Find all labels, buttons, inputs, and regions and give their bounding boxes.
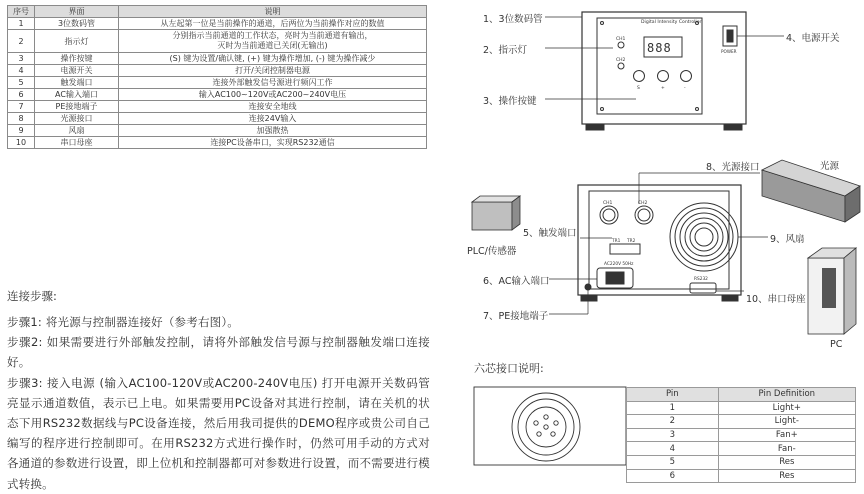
callout-keys: 3、操作按键 xyxy=(483,96,537,107)
callout-pe-ground: 7、PE接地端子 xyxy=(483,311,549,322)
ch2-label: CH2 xyxy=(616,58,626,63)
callout-light-port: 8、光源接口 xyxy=(706,162,760,173)
cell-name: PE接地端子 xyxy=(35,101,119,113)
pc-label: PC xyxy=(830,339,843,350)
table-row xyxy=(627,415,856,429)
cell-desc: 分别指示当前通道的工作状态，亮时为当前通道有输出， 灭时为当前通道已关闭(无输出) xyxy=(119,30,427,53)
foot-icon xyxy=(586,124,604,130)
front-housing xyxy=(582,12,746,124)
cell-name: 风扇 xyxy=(35,125,119,137)
callout-power-switch: 4、电源开关 xyxy=(786,33,840,44)
display-digits: 888 xyxy=(647,41,672,55)
cell-no: 3 xyxy=(8,53,35,65)
rear-view xyxy=(549,173,768,314)
light-source-label: 光源 xyxy=(820,161,840,172)
cell-name: 触发端口 xyxy=(35,77,119,89)
light-source-icon xyxy=(762,160,860,222)
cell-no: 1 xyxy=(8,18,35,30)
cell-pin: 3 xyxy=(627,428,719,442)
table-row xyxy=(627,455,856,469)
cell-pin: 6 xyxy=(627,469,719,483)
rs232-label: RS232 xyxy=(694,277,708,282)
cell-name: 串口母座 xyxy=(35,137,119,149)
cell-def: Res xyxy=(718,469,855,483)
table-row xyxy=(627,428,856,442)
plc-label: PLC/传感器 xyxy=(467,246,517,257)
cell-desc: 连接安全地线 xyxy=(119,101,427,113)
cell-name: 光源接口 xyxy=(35,113,119,125)
rear-ch2-label: CH2 xyxy=(638,201,648,206)
cell-desc: 连接PC设备串口，实现RS232通信 xyxy=(119,137,427,149)
callout-serial: 10、串口母座 xyxy=(746,294,806,305)
table-row xyxy=(627,401,856,415)
col-header-no: 序号 xyxy=(8,6,35,18)
callout-indicator: 2、指示灯 xyxy=(483,45,528,56)
power-label: POWER xyxy=(721,49,737,54)
cell-pin: 5 xyxy=(627,455,719,469)
ac-socket-icon xyxy=(606,272,624,284)
step-2: 步骤2: 如果需要进行外部触发控制，请将外部触发信号源与控制器触发端口连接好。 xyxy=(7,335,430,370)
cell-def: Fan+ xyxy=(718,428,855,442)
cell-desc: 加强散热 xyxy=(119,125,427,137)
panel-title: Digital Intensity Controller xyxy=(641,20,702,25)
cell-desc: 从左起第一位是当前操作的通道，后两位为当前操作对应的数值 xyxy=(119,18,427,30)
cell-no: 7 xyxy=(8,101,35,113)
col-header-pin: Pin xyxy=(627,388,719,402)
table-row xyxy=(627,442,856,456)
connector-frame xyxy=(474,387,626,465)
switch-rocker-icon xyxy=(727,30,733,42)
steps-title: 连接步骤: xyxy=(7,289,57,303)
foot-icon xyxy=(724,124,742,130)
callout-ac-input: 6、AC输入端口 xyxy=(483,276,550,287)
ch1-label: CH1 xyxy=(616,37,626,42)
cell-pin: 1 xyxy=(627,401,719,415)
col-header-desc: 说明 xyxy=(119,6,427,18)
cell-name: 操作按键 xyxy=(35,53,119,65)
step-3: 步骤3: 接入电源 (输入AC100-120V或AC200-240V电压) 打开电源开关数码管亮显示通道数值，表示已上电。如果需要用PC设备对其进行控制，请在关机的状态下用RS232数据线与PC设备连接，然后用我司提供的DEMO程序或贵公司自己编写的程序进行控制即可。在用RS232方式进行操作时，仍然可用手动的方式对各通道的参数进行设置，即上位机和控制器都可对参数进行设置，而不需要进行模式转换。 xyxy=(7,375,430,491)
cell-desc: 输入AC100~120V或AC200~240V电压 xyxy=(119,89,427,101)
callout-fan: 9、风扇 xyxy=(770,234,805,245)
callout-trigger-port: 5、触发端口 xyxy=(523,228,577,239)
front-view xyxy=(545,12,784,130)
tr2-label: TR2 xyxy=(627,239,636,244)
ac-rating-label: AC220V 50Hz xyxy=(604,262,634,267)
cell-def: Light+ xyxy=(718,401,855,415)
pin-definition-table xyxy=(626,387,856,483)
cell-name: 电源开关 xyxy=(35,65,119,77)
key-plus-label: + xyxy=(661,86,665,91)
cell-desc: 连接24V输入 xyxy=(119,113,427,125)
cell-name: 指示灯 xyxy=(35,30,119,53)
cell-no: 2 xyxy=(8,30,35,53)
foot-icon xyxy=(722,295,738,301)
rear-ch1-label: CH1 xyxy=(603,201,613,206)
cell-desc: (S) 键为设置/确认键, (+) 键为操作增加, (-) 键为操作减少 xyxy=(119,53,427,65)
key-minus-label: - xyxy=(684,86,686,91)
step-1: 步骤1: 将光源与控制器连接好（参考右图）。 xyxy=(7,315,239,329)
cell-def: Res xyxy=(718,455,855,469)
cell-no: 9 xyxy=(8,125,35,137)
tr1-label: TR1 xyxy=(612,239,621,244)
pin-section-title: 六芯接口说明: xyxy=(474,362,544,375)
cell-no: 8 xyxy=(8,113,35,125)
six-pin-connector-icon xyxy=(474,387,626,465)
col-header-name: 界面 xyxy=(35,6,119,18)
pc-tower-icon xyxy=(808,248,856,334)
table-row xyxy=(627,469,856,483)
cell-pin: 4 xyxy=(627,442,719,456)
cell-def: Light- xyxy=(718,415,855,429)
plc-sensor-icon xyxy=(472,196,520,230)
key-s-label: S xyxy=(637,86,640,91)
cell-desc: 连接外部触发信号源进行频闪工作 xyxy=(119,77,427,89)
cell-def: Fan- xyxy=(718,442,855,456)
pin-header-row xyxy=(627,388,856,402)
cell-desc: 打开/关闭控制器电源 xyxy=(119,65,427,77)
cell-no: 6 xyxy=(8,89,35,101)
cell-no: 5 xyxy=(8,77,35,89)
cell-pin: 2 xyxy=(627,415,719,429)
foot-icon xyxy=(581,295,597,301)
cell-name: AC输入端口 xyxy=(35,89,119,101)
callout-digit-display: 1、3位数码管 xyxy=(483,14,543,25)
cell-no: 10 xyxy=(8,137,35,149)
col-header-pin-definition: Pin Definition xyxy=(718,388,855,402)
ground-terminal-icon xyxy=(585,284,591,290)
cell-no: 4 xyxy=(8,65,35,77)
cell-name: 3位数码管 xyxy=(35,18,119,30)
